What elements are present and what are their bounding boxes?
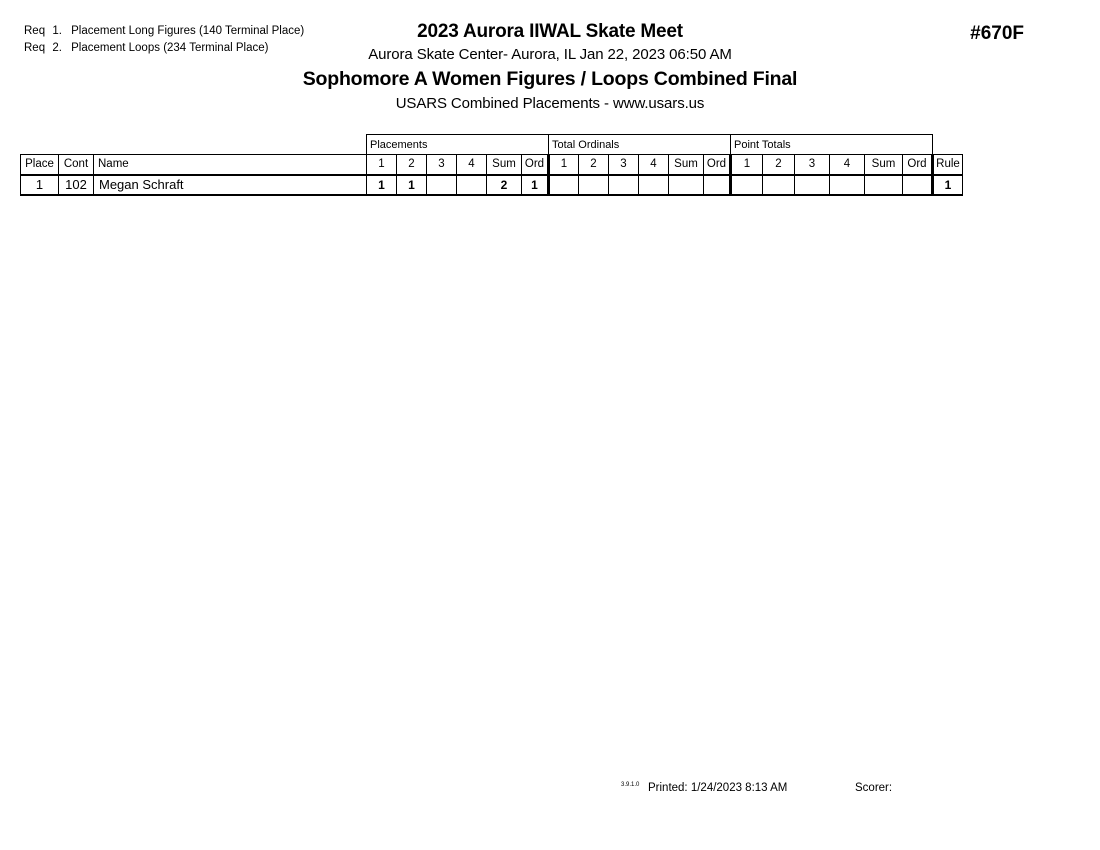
requirement-label-2: Req bbox=[24, 42, 46, 54]
cell-place: 1 bbox=[21, 175, 59, 195]
event-title: Sophomore A Women Figures / Loops Combined Final bbox=[302, 68, 798, 90]
cell-ordinals-sum bbox=[669, 175, 704, 195]
group-spacer bbox=[94, 135, 367, 155]
header-placements-sum: Sum bbox=[487, 155, 522, 175]
scorer-label: Scorer: bbox=[855, 782, 893, 794]
event-code: #670F bbox=[970, 23, 1024, 44]
requirement-desc-1: Placement Long Figures bbox=[71, 25, 196, 37]
column-header-row bbox=[21, 155, 963, 175]
header-points-judge3: 3 bbox=[795, 155, 830, 175]
venue-line: Aurora Skate Center- Aurora, IL Jan 22, 2023 06:50 AM bbox=[368, 46, 732, 63]
cell-points-judge3 bbox=[795, 175, 830, 195]
cell-rule: 1 bbox=[933, 175, 963, 195]
cell-points-ord bbox=[903, 175, 933, 195]
cell-placements-judge3 bbox=[427, 175, 457, 195]
cell-ordinals-ord bbox=[704, 175, 731, 195]
cell-name: Megan Schraft bbox=[94, 175, 367, 195]
version-text: 3.9.1.0 bbox=[621, 782, 640, 788]
printed-text: Printed: 1/24/2023 8:13 AM bbox=[648, 782, 788, 794]
cell-ordinals-judge2 bbox=[579, 175, 609, 195]
requirement-desc-2: Placement Loops bbox=[71, 42, 160, 54]
group-spacer bbox=[21, 135, 59, 155]
cell-placements-sum: 2 bbox=[487, 175, 522, 195]
header-points-judge2: 2 bbox=[763, 155, 795, 175]
group-spacer bbox=[59, 135, 94, 155]
cell-points-judge4 bbox=[830, 175, 865, 195]
header-points-ord: Ord bbox=[903, 155, 933, 175]
header-ordinals-sum: Sum bbox=[669, 155, 704, 175]
header-placements-judge2: 2 bbox=[397, 155, 427, 175]
header-placements-judge3: 3 bbox=[427, 155, 457, 175]
header-ordinals-ord: Ord bbox=[704, 155, 731, 175]
cell-points-sum bbox=[865, 175, 903, 195]
meet-title: 2023 Aurora IIWAL Skate Meet bbox=[417, 21, 683, 42]
requirement-label-1: Req bbox=[24, 25, 46, 37]
results-table bbox=[20, 134, 963, 196]
document-header bbox=[0, 20, 1100, 115]
header-points-sum: Sum bbox=[865, 155, 903, 175]
header-ordinals-judge3: 3 bbox=[609, 155, 639, 175]
group-header-row bbox=[21, 135, 963, 155]
header-ordinals-judge1: 1 bbox=[549, 155, 579, 175]
cell-placements-judge1: 1 bbox=[367, 175, 397, 195]
requirement-detail-1: (140 Terminal Place) bbox=[198, 25, 305, 37]
group-spacer bbox=[933, 135, 963, 155]
requirement-number-1: 1. bbox=[52, 25, 62, 37]
cell-cont: 102 bbox=[59, 175, 94, 195]
cell-points-judge2 bbox=[763, 175, 795, 195]
organization-line: USARS Combined Placements - www.usars.us bbox=[395, 95, 705, 112]
header-ordinals-judge2: 2 bbox=[579, 155, 609, 175]
header-place: Place bbox=[21, 155, 59, 175]
requirement-number-2: 2. bbox=[52, 42, 62, 54]
cell-placements-judge2: 1 bbox=[397, 175, 427, 195]
header-placements-judge4: 4 bbox=[457, 155, 487, 175]
results-sheet bbox=[20, 134, 963, 196]
table-row[interactable] bbox=[21, 175, 963, 195]
header-name: Name bbox=[94, 155, 367, 175]
group-label-point-totals: Point Totals bbox=[731, 135, 933, 155]
cell-placements-ord: 1 bbox=[522, 175, 549, 195]
header-cont: Cont bbox=[59, 155, 94, 175]
header-rule: Rule bbox=[933, 155, 963, 175]
requirement-detail-2: (234 Terminal Place) bbox=[163, 42, 269, 54]
cell-ordinals-judge3 bbox=[609, 175, 639, 195]
group-label-total-ordinals: Total Ordinals bbox=[549, 135, 731, 155]
group-label-placements: Placements bbox=[367, 135, 549, 155]
header-points-judge4: 4 bbox=[830, 155, 865, 175]
header-points-judge1: 1 bbox=[731, 155, 763, 175]
cell-placements-judge4 bbox=[457, 175, 487, 195]
header-ordinals-judge4: 4 bbox=[639, 155, 669, 175]
cell-ordinals-judge1 bbox=[549, 175, 579, 195]
cell-points-judge1 bbox=[731, 175, 763, 195]
header-placements-judge1: 1 bbox=[367, 155, 397, 175]
header-placements-ord: Ord bbox=[522, 155, 549, 175]
cell-ordinals-judge4 bbox=[639, 175, 669, 195]
